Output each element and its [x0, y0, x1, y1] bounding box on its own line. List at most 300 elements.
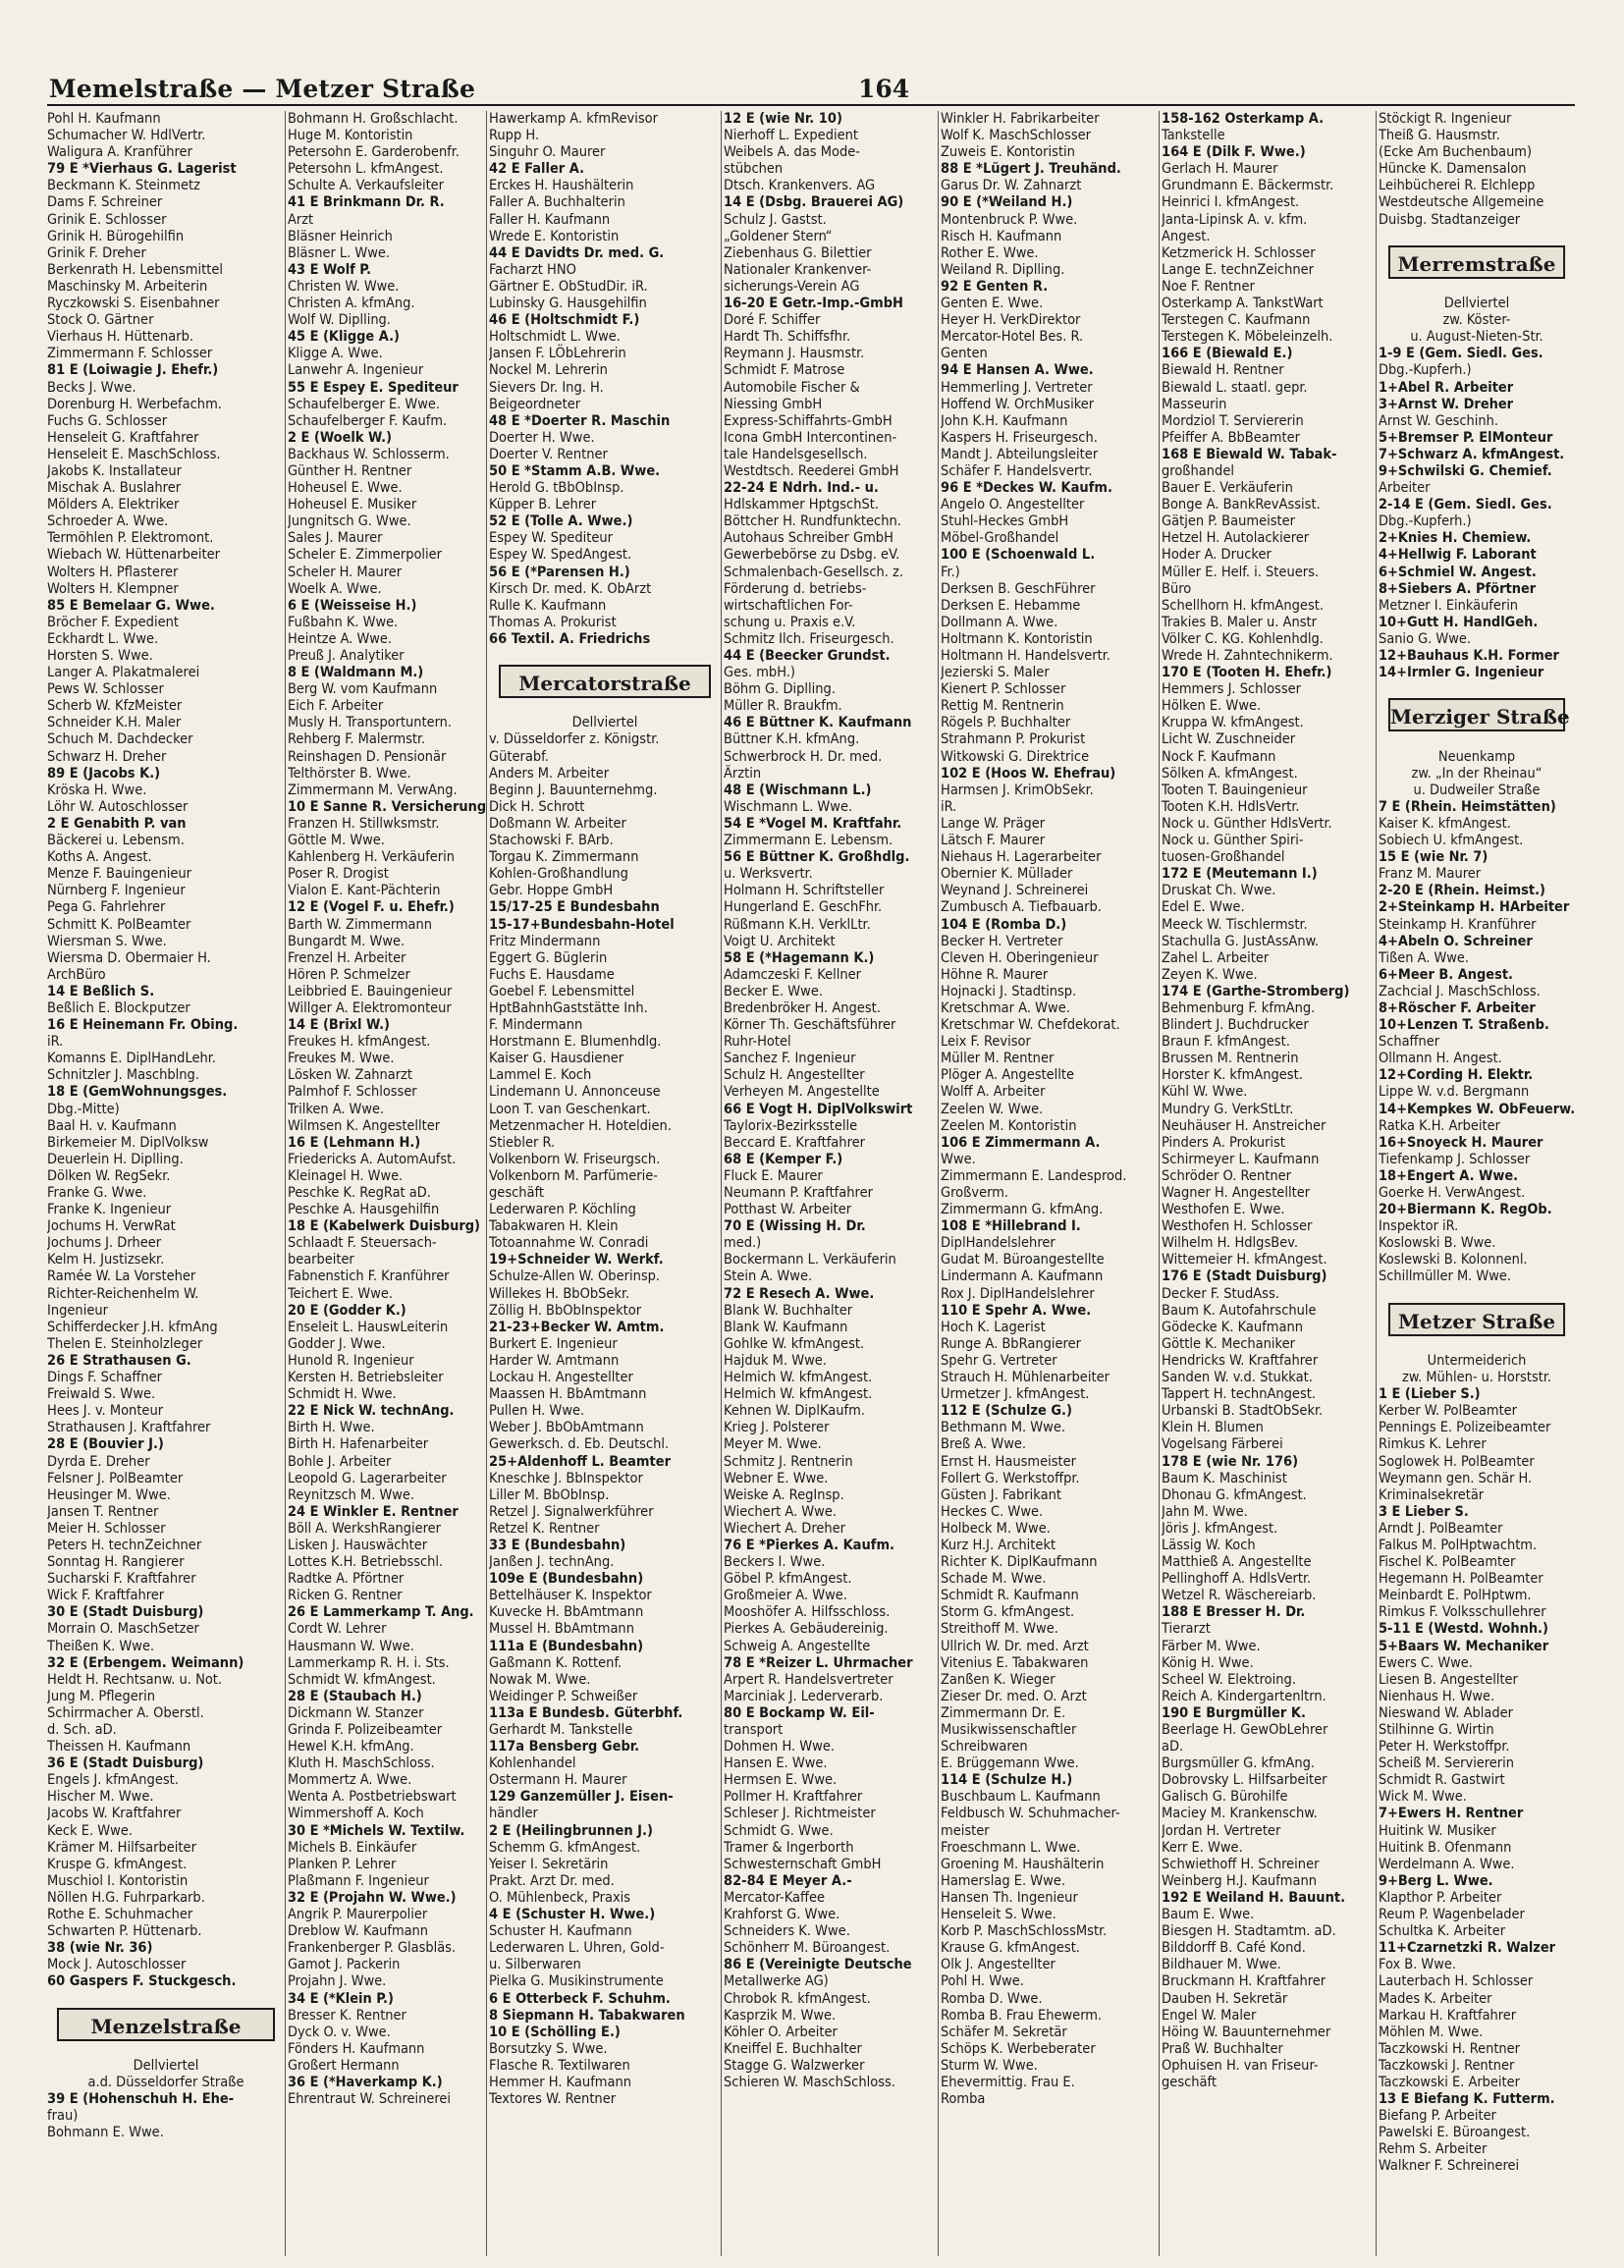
- directory-entry: Schumacher W. HdlVertr.: [47, 128, 206, 144]
- directory-entry: Weidinger P. Schweißer: [489, 1688, 638, 1704]
- directory-entry: König H. Wwe.: [1162, 1654, 1254, 1671]
- directory-entry: Genten E. Wwe.: [941, 296, 1044, 312]
- directory-entry: Becker H. Vertreter: [941, 933, 1063, 949]
- directory-entry: Dauben H. Sekretär: [1162, 1990, 1288, 2007]
- directory-entry: Soglowek H. PolBeamter: [1379, 1453, 1535, 1470]
- directory-entry: Rögels P. Buchhalter: [941, 715, 1071, 731]
- directory-entry: Lisken J. Hauswächter: [288, 1537, 428, 1553]
- directory-entry: Franz M. Maurer: [1379, 866, 1482, 883]
- directory-entry: 48 E *Doerter R. Maschin: [489, 412, 671, 429]
- directory-entry: Schmidt R. Kaufmann: [941, 1588, 1079, 1604]
- directory-entry: aD.: [1162, 1739, 1184, 1755]
- directory-entry: Peters H. technZeichner: [47, 1537, 202, 1553]
- directory-entry: Vierhaus H. Hüttenarb.: [47, 329, 194, 346]
- directory-entry: Inspektor iR.: [1379, 1218, 1459, 1235]
- directory-entry: 56 E Büttner K. Großhdlg.: [724, 849, 910, 866]
- directory-entry: 30 E (Stadt Duisburg): [47, 1604, 204, 1621]
- directory-entry: [1379, 1336, 1575, 1353]
- directory-entry: 80 E Bockamp W. Eil-: [724, 1704, 875, 1721]
- directory-entry: 48 E (Wischmann L.): [724, 782, 872, 798]
- directory-entry: 56 E (*Parensen H.): [489, 564, 630, 580]
- directory-entry: Neuhäuser H. Anstreicher: [1162, 1117, 1326, 1134]
- directory-entry: Körner Th. Geschäftsführer: [724, 1017, 896, 1034]
- directory-entry: Wrede E. Kontoristin: [489, 228, 620, 244]
- directory-entry: wirtschaftlichen For-: [724, 597, 853, 614]
- directory-entry: Musikwissenschaftler: [941, 1722, 1077, 1738]
- directory-entry: Frenzel H. Arbeiter: [288, 949, 406, 966]
- directory-entry: Felsner J. PolBeamter: [47, 1470, 184, 1486]
- directory-entry: Lederwaren P. Köchling: [489, 1202, 636, 1218]
- directory-entry: Pullen H. Wwe.: [489, 1403, 585, 1420]
- directory-entry: 7+Ewers H. Rentner: [1379, 1806, 1524, 1822]
- directory-entry: 8 E (Waldmann M.): [288, 665, 424, 681]
- directory-entry: Vialon E. Kant-Pächterin: [288, 883, 441, 899]
- directory-entry: 10 E Sanne R. Versicherung: [288, 798, 486, 815]
- directory-entry: Marciniak J. Lederverarb.: [724, 1688, 884, 1704]
- directory-entry: Taylorix-Bezirksstelle: [724, 1117, 858, 1134]
- directory-entry: 72 E Resech A. Wwe.: [724, 1285, 875, 1302]
- directory-entry: 18 E (Kabelwerk Duisburg): [288, 1218, 480, 1235]
- directory-entry: Blank W. Buchhalter: [724, 1302, 853, 1319]
- directory-entry: Wiersman S. Wwe.: [47, 933, 167, 949]
- directory-entry: Schönherr M. Büroangest.: [724, 1940, 891, 1957]
- directory-entry: Becks J. Wwe.: [47, 379, 136, 396]
- directory-entry: Berg W. vom Kaufmann: [288, 681, 438, 698]
- directory-entry: Bohmann H. Großschlacht.: [288, 111, 459, 127]
- directory-entry: Dtsch. Krankenvers. AG: [724, 178, 876, 194]
- directory-entry: Trilken A. Wwe.: [288, 1101, 385, 1117]
- directory-entry: Pega G. Fahrlehrer: [47, 899, 166, 916]
- directory-entry: Kleinagel H. Wwe.: [288, 1167, 404, 1184]
- directory-entry: Volkenborn W. Friseurgsch.: [489, 1151, 661, 1167]
- directory-entry: Lippe W. v.d. Bergmann: [1379, 1084, 1530, 1101]
- directory-entry: Kelm H. Justizsekr.: [47, 1252, 165, 1269]
- directory-entry: Trakies B. Maler u. Anstr: [1162, 614, 1317, 630]
- directory-entry: 30 E *Michels W. Textilw.: [288, 1822, 465, 1839]
- directory-entry: Sonntag H. Rangierer: [47, 1554, 185, 1571]
- directory-entry: Masseurin: [1162, 396, 1227, 412]
- directory-entry: Westdtsch. Reederei GmbH: [724, 462, 899, 479]
- directory-entry: 4+Abeln O. Schreiner: [1379, 933, 1533, 949]
- directory-entry: Automobile Fischer &: [724, 379, 860, 396]
- directory-entry: Hetzel H. Autolackierer: [1162, 530, 1310, 547]
- directory-entry: Waligura A. Kranführer: [47, 144, 192, 161]
- directory-entry: Totoannahme W. Conradi: [489, 1235, 649, 1252]
- directory-entry: Praß W. Buchhalter: [1162, 2040, 1283, 2057]
- directory-entry: DiplHandelslehrer: [941, 1235, 1056, 1252]
- directory-entry: Heusinger M. Wwe.: [47, 1486, 171, 1503]
- directory-entry: HptBahnhGaststätte Inh.: [489, 999, 648, 1016]
- directory-entry: Nock u. Günther Spiri-: [1162, 833, 1304, 849]
- directory-entry: Nockel M. Lehrerin: [489, 362, 608, 379]
- directory-entry: Ärztin: [724, 765, 762, 782]
- directory-entry: Maschinsky M. Arbeiterin: [47, 278, 208, 295]
- directory-entry: Kneiffel E. Buchhalter: [724, 2040, 862, 2057]
- directory-entry: Weinberg H.J. Kaufmann: [1162, 1872, 1318, 1889]
- directory-entry: 28 E (Staubach H.): [288, 1688, 422, 1704]
- directory-entry: Beckers I. Wwe.: [724, 1554, 826, 1571]
- directory-entry: Jansen F. LÖbLehrerin: [489, 346, 626, 362]
- directory-entry: Westdeutsche Allgemeine: [1379, 194, 1544, 211]
- directory-entry: 12+Bauhaus K.H. Former: [1379, 648, 1559, 664]
- directory-entry: Kurz H.J. Architekt: [941, 1537, 1056, 1553]
- directory-entry: Thomas A. Prokurist: [489, 614, 617, 630]
- directory-entry: Kaspers H. Friseurgesch.: [941, 429, 1098, 446]
- directory-entry: 3 E Lieber S.: [1379, 1503, 1469, 1520]
- directory-entry: Stein A. Wwe.: [724, 1269, 813, 1285]
- directory-entry: Ziebenhaus G. Bilettier: [724, 244, 872, 261]
- directory-entry: 10+Gutt H. HandlGeh.: [1379, 614, 1539, 630]
- directory-entry: Krieg J. Polsterer: [724, 1420, 830, 1436]
- directory-entry: 100 E (Schoenwald L.: [941, 547, 1096, 564]
- directory-entry: Tabakwaren H. Klein: [489, 1218, 619, 1235]
- directory-entry: Tiefenkamp J. Schlosser: [1379, 1151, 1531, 1167]
- district-note: u. August-Nieten-Str.: [1410, 329, 1543, 346]
- directory-entry: Terstegen K. Möbeleinzelh.: [1162, 329, 1333, 346]
- directory-entry: Backhaus W. Schlosserm.: [288, 446, 450, 462]
- directory-entry: Schillmüller M. Wwe.: [1379, 1269, 1511, 1285]
- directory-entry: Janßen J. technAng.: [489, 1554, 615, 1571]
- column-divider: [938, 111, 939, 2256]
- directory-entry: 21-23+Becker W. Amtm.: [489, 1319, 665, 1335]
- directory-entry: Möhlen M. Wwe.: [1379, 2024, 1484, 2040]
- directory-entry: Dobrovsky L. Hilfsarbeiter: [1162, 1772, 1327, 1789]
- directory-entry: Schneiders K. Wwe.: [724, 1923, 850, 1940]
- directory-entry: 14 E Beßlich S.: [47, 983, 155, 999]
- directory-entry: Ernst H. Hausmeister: [941, 1453, 1077, 1470]
- directory-entry: Schulz H. Angestellter: [724, 1067, 865, 1084]
- directory-entry: Lubinsky G. Hausgehilfin: [489, 296, 647, 312]
- directory-entry: Anders M. Arbeiter: [489, 765, 610, 782]
- directory-entry: Reich A. Kindergartenltrn.: [1162, 1688, 1326, 1704]
- directory-entry: Gamot J. Packerin: [288, 1957, 401, 1973]
- directory-entry: Gerlach H. Maurer: [1162, 161, 1278, 178]
- directory-entry: Wiechert A. Dreher: [724, 1520, 846, 1537]
- directory-entry: Follert G. Werkstoffpr.: [941, 1470, 1080, 1486]
- directory-entry: 24 E Winkler E. Rentner: [288, 1503, 459, 1520]
- directory-entry: Wolff A. Arbeiter: [941, 1084, 1046, 1101]
- directory-entry: Arzt: [288, 211, 314, 228]
- directory-entry: Theissen H. Kaufmann: [47, 1739, 191, 1755]
- directory-entry: Büro: [1162, 580, 1192, 597]
- district-note: zw. „In der Rheinau“: [1411, 765, 1543, 782]
- directory-entry: Hemmerling J. Vertreter: [941, 379, 1093, 396]
- directory-entry: Fuchs G. Schlosser: [47, 412, 168, 429]
- directory-entry: Cordt W. Lehrer: [288, 1621, 387, 1638]
- directory-entry: Ewers C. Wwe.: [1379, 1654, 1473, 1671]
- directory-entry: Helmich W. kfmAngest.: [724, 1386, 873, 1403]
- directory-entry: Rothe E. Schuhmacher: [47, 1907, 193, 1923]
- directory-entry: Thelen E. Steinholzleger: [47, 1335, 203, 1352]
- directory-entry: Müller E. Helf. i. Steuers.: [1162, 564, 1320, 580]
- directory-entry: Burgsmüller G. kfmAng.: [1162, 1755, 1316, 1772]
- directory-entry: 188 E Bresser H. Dr.: [1162, 1604, 1306, 1621]
- directory-entry: Ruhr-Hotel: [724, 1034, 791, 1051]
- directory-entry: Böll A. WerkshRangierer: [288, 1520, 441, 1537]
- directory-entry: 170 E (Tooten H. Ehefr.): [1162, 665, 1332, 681]
- directory-entry: Burkert E. Ingenieur: [489, 1335, 618, 1352]
- directory-entry: Huitink B. Ofenmann: [1379, 1839, 1512, 1856]
- directory-entry: Tooten K.H. HdlsVertr.: [1162, 798, 1300, 815]
- district-note: zw. Köster-: [1442, 312, 1511, 329]
- directory-entry: Berkenrath H. Lebensmittel: [47, 261, 224, 278]
- directory-entry: Komanns E. DiplHandLehr.: [47, 1051, 216, 1067]
- directory-entry: Freukes H. kfmAngest.: [288, 1034, 431, 1051]
- directory-entry: Scherb W. KfzMeister: [47, 698, 183, 715]
- directory-entry: O. Mühlenbeck, Praxis: [489, 1889, 631, 1906]
- directory-entry: Poser R. Drogist: [288, 866, 389, 883]
- directory-entry: Heinrici I. kfmAngest.: [1162, 194, 1300, 211]
- directory-entry: Noe F. Rentner: [1162, 278, 1255, 295]
- directory-entry: schung u. Praxis e.V.: [724, 614, 856, 630]
- directory-entry: Kretschmar A. Wwe.: [941, 999, 1070, 1016]
- directory-entry: Montenbruck P. Wwe.: [941, 211, 1078, 228]
- directory-entry: Kruppa W. kfmAngest.: [1162, 715, 1304, 731]
- directory-entry: 70 E (Wissing H. Dr.: [724, 1218, 866, 1235]
- directory-entry: Mischak A. Buslahrer: [47, 480, 182, 497]
- directory-entry: Schmitz Ilch. Friseurgesch.: [724, 630, 894, 647]
- directory-entry: Schröder O. Rentner: [1162, 1167, 1292, 1184]
- directory-entry: 89 E (Jacobs K.): [47, 765, 161, 782]
- directory-entry: Osterkamp A. TankstWart: [1162, 296, 1324, 312]
- directory-entry: 45 E (Kligge A.): [288, 329, 400, 346]
- directory-entry: Markau H. Kraftfahrer: [1379, 2007, 1517, 2024]
- directory-entry: Rettig M. Rentnerin: [941, 698, 1064, 715]
- directory-entry: Arndt J. PolBeamter: [1379, 1520, 1503, 1537]
- directory-entry: 36 E (*Haverkamp K.): [288, 2074, 443, 2090]
- directory-entry: Telthörster B. Wwe.: [288, 765, 411, 782]
- directory-entry: Kersten H. Betriebsleiter: [288, 1370, 444, 1386]
- directory-entry: Preuß J. Analytiker: [288, 648, 405, 664]
- directory-entry: [1379, 279, 1575, 296]
- directory-entry: 3+Arnst W. Dreher: [1379, 396, 1514, 412]
- directory-entry: Pfeiffer A. BbBeamter: [1162, 429, 1300, 446]
- directory-entry: Nationaler Krankenver-: [724, 261, 872, 278]
- directory-entry: Urbanski B. StadtObSekr.: [1162, 1403, 1324, 1420]
- directory-entry: 8 Siepmann H. Tabakwaren: [489, 2007, 685, 2024]
- directory-entry: Helmich W. kfmAngest.: [724, 1370, 873, 1386]
- directory-entry: Baal H. v. Kaufmann: [47, 1117, 177, 1134]
- directory-entry: Hausmann W. Wwe.: [288, 1638, 414, 1654]
- directory-entry: Güterabf.: [489, 748, 549, 765]
- column-divider: [1159, 111, 1160, 2256]
- directory-entry: Projahn J. Wwe.: [288, 1973, 387, 1990]
- directory-entry: Lösken W. Zahnarzt: [288, 1067, 412, 1084]
- directory-entry: Hungerland E. GeschFhr.: [724, 899, 883, 916]
- directory-entry: 86 E (Vereinigte Deutsche: [724, 1957, 912, 1973]
- directory-entry: Tramer & Ingerborth: [724, 1839, 854, 1856]
- directory-entry: Reynitzsch M. Wwe.: [288, 1486, 415, 1503]
- directory-entry: 9+Berg L. Wwe.: [1379, 1872, 1493, 1889]
- directory-entry: Dbg.-Mitte): [47, 1101, 120, 1117]
- column-divider: [721, 111, 722, 2256]
- directory-entry: 33 E (Bundesbahn): [489, 1537, 626, 1553]
- directory-entry: 5+Bremser P. ElMonteur: [1379, 429, 1553, 446]
- directory-entry: Schaffner: [1379, 1034, 1440, 1051]
- directory-entry: 46 E Büttner K. Kaufmann: [724, 715, 912, 731]
- directory-entry: Duisbg. Stadtanzeiger: [1379, 211, 1521, 228]
- directory-entry: Kröska H. Wwe.: [47, 782, 147, 798]
- directory-entry: 6 E (Weisseise H.): [288, 597, 417, 614]
- directory-column: [288, 111, 486, 2256]
- directory-entry: Werdelmann A. Wwe.: [1379, 1856, 1515, 1872]
- directory-entry: Autohaus Schreiber GmbH: [724, 530, 893, 547]
- directory-entry: 43 E Wolf P.: [288, 261, 372, 278]
- directory-entry: Kneschke J. BbInspektor: [489, 1470, 643, 1486]
- directory-entry: Schwiethoff H. Schreiner: [1162, 1856, 1320, 1872]
- directory-entry: Druskat Ch. Wwe.: [1162, 883, 1276, 899]
- directory-entry: Dhonau G. kfmAngest.: [1162, 1486, 1307, 1503]
- directory-entry: Wischmann L. Wwe.: [724, 798, 853, 815]
- directory-entry: Sölken A. kfmAngest.: [1162, 765, 1298, 782]
- directory-entry: sicherungs-Verein AG: [724, 278, 860, 295]
- directory-entry: Schirmeyer L. Kaufmann: [1162, 1151, 1320, 1167]
- directory-entry: Kühl W. Wwe.: [1162, 1084, 1248, 1101]
- directory-entry: Pollmer H. Kraftfahrer: [724, 1789, 863, 1806]
- directory-entry: Schifferdecker J.H. kfmAng: [47, 1319, 218, 1335]
- directory-entry: 14 E (Brixl W.): [288, 1017, 390, 1034]
- directory-entry: 32 E (Erbengem. Weimann): [47, 1654, 244, 1671]
- directory-entry: Muschiol I. Kontoristin: [47, 1872, 189, 1889]
- directory-entry: Hojnacki J. Stadtinsp.: [941, 983, 1077, 999]
- directory-entry: 112 E (Schulze G.): [941, 1403, 1072, 1420]
- directory-entry: 15-17+Bundesbahn-Hotel: [489, 916, 675, 933]
- directory-entry: Mölders A. Elektriker: [47, 497, 180, 513]
- directory-entry: Mooshöfer A. Hilfsschloss.: [724, 1604, 891, 1621]
- directory-entry: Biefang P. Arbeiter: [1379, 2108, 1496, 2125]
- directory-entry: Stachulla G. JustAssAnw.: [1162, 933, 1320, 949]
- directory-entry: [47, 1991, 285, 2008]
- directory-entry: 10 E (Schölling E.): [489, 2024, 621, 2040]
- directory-entry: Jakobs K. Installateur: [47, 462, 182, 479]
- directory-entry: Stagge G. Walzwerker: [724, 2057, 865, 2074]
- district-note: Dellviertel: [571, 715, 638, 731]
- directory-entry: Meier H. Schlosser: [47, 1520, 166, 1537]
- directory-entry: Weber J. BbObAmtmann: [489, 1420, 644, 1436]
- directory-entry: Doerter V. Rentner: [489, 446, 608, 462]
- directory-entry: Schnitzler J. Maschblng.: [47, 1067, 199, 1084]
- directory-entry: 96 E *Deckes W. Kaufm.: [941, 480, 1112, 497]
- directory-entry: 114 E (Schulze H.): [941, 1772, 1073, 1789]
- directory-entry: Zimmermann M. VerwAng.: [288, 782, 458, 798]
- directory-entry: Gödecke K. Kaufmann: [1162, 1319, 1304, 1335]
- directory-entry: Keck E. Wwe.: [47, 1822, 133, 1839]
- directory-entry: Rüßmann K.H. VerklLtr.: [724, 916, 871, 933]
- directory-entry: Jung M. Pflegerin: [47, 1688, 156, 1704]
- directory-entry: Hansen Th. Ingenieur: [941, 1889, 1078, 1906]
- directory-entry: Pews W. Schlosser: [47, 681, 164, 698]
- directory-entry: Wetzel R. Wäschereiarb.: [1162, 1588, 1317, 1604]
- directory-entry: Chrobok R. kfmAngest.: [724, 1990, 871, 2007]
- directory-entry: Wiersma D. Obermaier H.: [47, 949, 211, 966]
- directory-entry: Hemmers J. Schlosser: [1162, 681, 1302, 698]
- directory-entry: Göbel P. kfmAngest.: [724, 1571, 852, 1588]
- directory-entry: Franke K. Ingenieur: [47, 1202, 172, 1218]
- directory-entry: Mercator-Kaffee: [724, 1889, 826, 1906]
- directory-entry: Bohmann E. Wwe.: [47, 2125, 164, 2141]
- directory-entry: 78 E *Reizer L. Uhrmacher: [724, 1654, 913, 1671]
- directory-entry: 178 E (wie Nr. 176): [1162, 1453, 1299, 1470]
- directory-entry: Beigeordneter: [489, 396, 581, 412]
- directory-entry: Weiske A. RegInsp.: [724, 1486, 844, 1503]
- directory-entry: Licht W. Zuschneider: [1162, 731, 1296, 748]
- directory-entry: 102 E (Hoos W. Ehefrau): [941, 765, 1116, 782]
- directory-entry: 176 E (Stadt Duisburg): [1162, 1269, 1327, 1285]
- street-heading: Merziger Straße: [1388, 698, 1565, 731]
- directory-entry: Klapthor P. Arbeiter: [1379, 1889, 1502, 1906]
- directory-entry: Jochums J. Drheer: [47, 1235, 162, 1252]
- directory-entry: Zahel L. Arbeiter: [1162, 949, 1270, 966]
- directory-entry: Schmidt H. Wwe.: [288, 1386, 397, 1403]
- directory-entry: Strauch H. Mühlenarbeiter: [941, 1370, 1110, 1386]
- directory-entry: Kasprzik M. Wwe.: [724, 2007, 837, 2024]
- directory-entry: Bläsner Heinrich: [288, 228, 393, 244]
- directory-entry: Heckes C. Wwe.: [941, 1503, 1044, 1520]
- directory-entry: Sanden W. v.d. Stukkat.: [1162, 1370, 1313, 1386]
- directory-entry: Völker C. KG. Kohlenhdlg.: [1162, 630, 1324, 647]
- directory-entry: Hajduk M. Wwe.: [724, 1352, 827, 1369]
- directory-entry: Wilhelm H. HdlgsBev.: [1162, 1235, 1298, 1252]
- directory-column: [489, 111, 721, 2256]
- directory-entry: Schäfer F. Handelsvertr.: [941, 462, 1093, 479]
- directory-entry: Zanßen K. Wieger: [941, 1671, 1056, 1688]
- directory-entry: Galisch G. Bürohilfe: [1162, 1789, 1288, 1806]
- directory-entry: Runge A. BbRangierer: [941, 1335, 1081, 1352]
- directory-entry: Kerber W. PolBeamter: [1379, 1403, 1517, 1420]
- directory-entry: Kaiser K. kfmAngest.: [1379, 815, 1511, 832]
- directory-entry: Möbel-Großhandel: [941, 530, 1059, 547]
- directory-entry: Enseleit L. HauswLeiterin: [288, 1319, 449, 1335]
- directory-entry: Bruckmann H. Kraftfahrer: [1162, 1973, 1326, 1990]
- directory-column: [724, 111, 938, 2256]
- directory-entry: Lange W. Präger: [941, 815, 1046, 832]
- directory-entry: Dollmann A. Wwe.: [941, 614, 1058, 630]
- directory-entry: Torgau K. Zimmermann: [489, 849, 639, 866]
- directory-entry: 12 E (wie Nr. 10): [724, 111, 842, 127]
- directory-entry: Birth H. Wwe.: [288, 1420, 375, 1436]
- directory-entry: Holtschmidt L. Wwe.: [489, 329, 621, 346]
- directory-entry: 39 E (Hohenschuh H. Ehe-: [47, 2091, 235, 2108]
- directory-entry: Pinders A. Prokurist: [1162, 1134, 1285, 1151]
- district-note: u. Dudweiler Straße: [1413, 782, 1541, 798]
- directory-entry: Gohlke W. kfmAngest.: [724, 1335, 865, 1352]
- directory-entry: Nowak M. Wwe.: [489, 1671, 591, 1688]
- directory-entry: 26 E Strathausen G.: [47, 1352, 191, 1369]
- directory-entry: 172 E (Meutemann I.): [1162, 866, 1318, 883]
- directory-entry: Planken P. Lehrer: [288, 1856, 397, 1872]
- directory-entry: Eckhardt L. Wwe.: [47, 630, 159, 647]
- directory-entry: Brussen M. Rentnerin: [1162, 1051, 1299, 1067]
- directory-entry: Koths A. Angest.: [47, 849, 152, 866]
- directory-entry: iR.: [47, 1034, 64, 1051]
- directory-entry: 109e E (Bundesbahn): [489, 1571, 644, 1588]
- directory-entry: 158-162 Osterkamp A.: [1162, 111, 1325, 127]
- directory-entry: Zöllig H. BbObInspektor: [489, 1302, 642, 1319]
- directory-column: [941, 111, 1159, 2256]
- directory-entry: Gerhardt M. Tankstelle: [489, 1722, 633, 1738]
- directory-entry: Scheler E. Zimmerpolier: [288, 547, 442, 564]
- street-heading: Merremstraße: [1388, 245, 1565, 279]
- directory-entry: Biesgen H. Stadtamtm. aD.: [1162, 1923, 1336, 1940]
- directory-entry: Jezierski S. Maler: [941, 665, 1050, 681]
- directory-entry: Theiß G. Hausmstr.: [1379, 128, 1500, 144]
- directory-entry: [489, 698, 721, 715]
- directory-entry: Lindemann U. Annonceuse: [489, 1084, 661, 1101]
- directory-entry: Bildhauer M. Wwe.: [1162, 1957, 1281, 1973]
- directory-entry: Nock u. Günther HdlsVertr.: [1162, 815, 1332, 832]
- directory-entry: Hardt Th. Schiffsfhr.: [724, 329, 851, 346]
- directory-entry: Grinda F. Polizeibeamter: [288, 1722, 443, 1738]
